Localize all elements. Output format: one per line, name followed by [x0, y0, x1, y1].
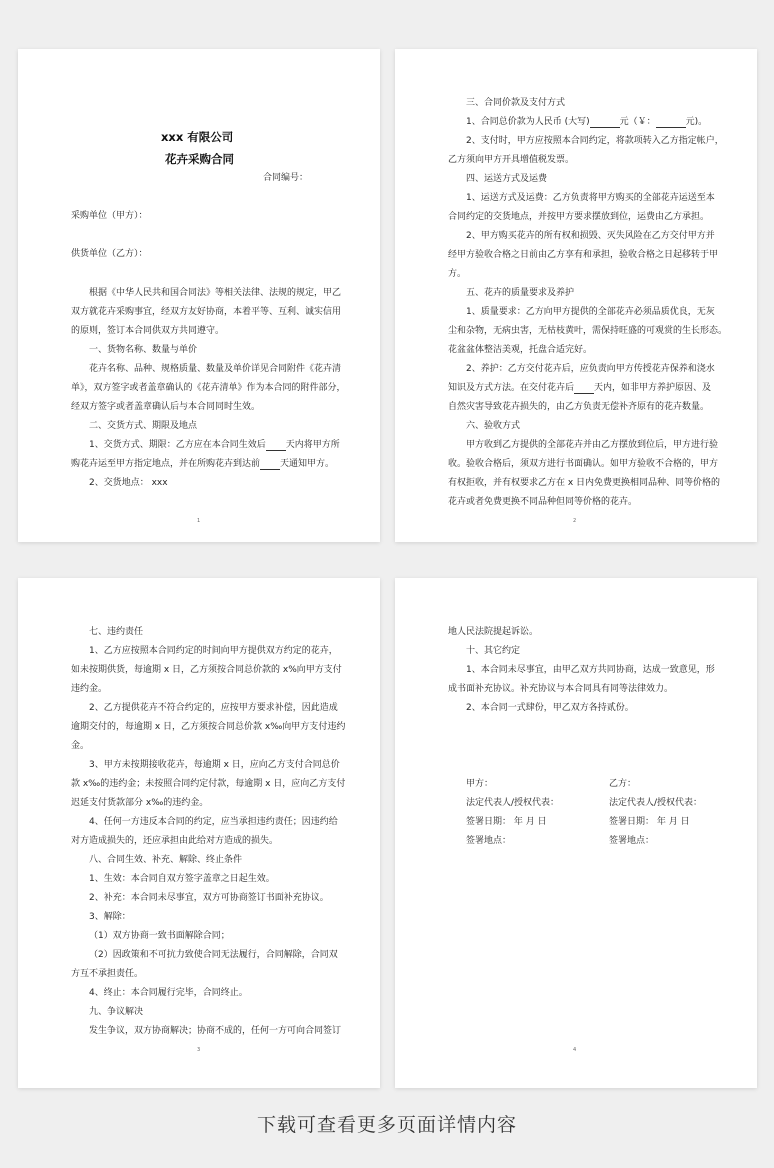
document-page-4 — [395, 578, 757, 1088]
body-line: 乙方须向甲方开具增值税发票。 — [448, 155, 575, 165]
contract-title: 花卉采购合同 — [165, 152, 234, 166]
body-line: 2、交货地点： xxx — [89, 478, 168, 488]
body-line: 经甲方验收合格之日前由乙方享有和承担，验收合格之日起移转于甲 — [448, 250, 719, 260]
body-line: 花卉名称、品种、规格质量、数量及单价详见合同附件《花卉清 — [89, 364, 342, 374]
body-line: 经双方签字或者盖章确认后与本合同同时生效。 — [71, 402, 261, 412]
document-page-2 — [395, 49, 757, 542]
party-a-label: 甲方： — [466, 779, 494, 789]
body-line: 逾期交付的，每逾期 x 日，乙方须按合同总价款 x‰向甲方支付违约 — [71, 722, 346, 732]
page-number: 2 — [573, 518, 577, 524]
body-line: 1、质量要求：乙方向甲方提供的全部花卉必须品质优良，无灰 — [466, 307, 715, 317]
body-line: 2、补充：本合同未尽事宜，双方可协商签订书面补充协议。 — [89, 893, 329, 903]
page-number: 1 — [197, 518, 201, 524]
body-line: 2、本合同一式肆份，甲乙双方各持贰份。 — [466, 703, 634, 713]
intro-line: 双方就花卉采购事宜，经双方友好协商，本着平等、互利、诚实信用 — [71, 307, 342, 317]
intro-line: 的原则，签订本合同供双方共同遵守。 — [71, 326, 225, 336]
body-line: 2、养护：乙方交付花卉后，应负责向甲方传授花卉保养和浇水 — [466, 364, 715, 374]
company-name: xxx 有限公司 — [161, 130, 234, 144]
body-line: 2、乙方提供花卉不符合约定的，应按甲方要求补偿，因此造成 — [89, 703, 338, 713]
body-line: 4、终止：本合同履行完毕，合同终止。 — [89, 988, 248, 998]
body-line: 方互不承担责任。 — [71, 969, 144, 979]
body-line: 1、运送方式及运费：乙方负责将甲方购买的全部花卉运送至本 — [466, 193, 715, 203]
supplier-label: 供货单位（乙方）： — [71, 249, 148, 259]
buyer-label: 采购单位（甲方）： — [71, 211, 148, 221]
page-number: 4 — [573, 1047, 577, 1053]
body-line: 3、解除： — [89, 912, 131, 922]
body-line: 收。验收合格后，须双方进行书面确认。如甲方验收不合格的，甲方 — [448, 459, 719, 469]
section-heading: 一、货物名称、数量与单价 — [89, 345, 198, 355]
body-line: 2、支付时，甲方应按照本合同约定，将款项转入乙方指定帐户， — [466, 136, 724, 146]
page-number: 3 — [197, 1047, 201, 1053]
body-line: 款 x‰的违约金；未按照合同约定付款，每逾期 x 日，应向乙方支付 — [71, 779, 346, 789]
intro-line: 根据《中华人民共和国合同法》等相关法律、法规的规定，甲乙 — [89, 288, 342, 298]
section-heading: 八、合同生效、补充、解除、终止条件 — [89, 855, 243, 865]
body-line: 花盆盆体整洁美观，托盘合适完好。 — [448, 345, 593, 355]
body-line: 2、甲方购买花卉的所有权和损毁、灭失风险在乙方交付甲方并 — [466, 231, 715, 241]
section-heading: 六、验收方式 — [466, 421, 521, 431]
body-line: 违约金。 — [71, 684, 108, 694]
body-line: （1）双方协商一致书面解除合同； — [89, 931, 230, 941]
body-line: 成书面补充协议。补充协议与本合同具有同等法律效力。 — [448, 684, 674, 694]
body-line: 地人民法院提起诉讼。 — [448, 627, 539, 637]
body-line: 对方造成损失的，还应承担由此给对方造成的损失。 — [71, 836, 279, 846]
party-b-representative: 法定代表人/授权代表： — [609, 798, 703, 808]
body-line: 合同约定的交货地点，并按甲方要求摆放到位，运费由乙方承担。 — [448, 212, 710, 222]
document-page-3 — [18, 578, 380, 1088]
section-heading: 九、争议解决 — [89, 1007, 144, 1017]
party-b-sign-date: 签署日期： 年 月 日 — [609, 817, 690, 827]
body-line: （2）因政策和不可抗力致使合同无法履行，合同解除，合同双 — [89, 950, 338, 960]
body-line: 1、生效：本合同自双方签字盖章之日起生效。 — [89, 874, 275, 884]
section-heading: 十、其它约定 — [466, 646, 521, 656]
body-line: 自然灾害导致花卉损失的，由乙方负责无偿补齐原有的花卉数量。 — [448, 402, 710, 412]
body-line: 4、任何一方违反本合同的约定，应当承担违约责任；因违约给 — [89, 817, 338, 827]
party-b-label: 乙方： — [609, 779, 637, 789]
body-line: 如未按期供货，每逾期 x 日，乙方须按合同总价款的 x%向甲方支付 — [71, 665, 342, 675]
body-line: 有权拒收，并有权要求乙方在 x 日内免费更换相同品种、同等价格的 — [448, 478, 721, 488]
body-line: 方。 — [448, 269, 467, 279]
section-heading: 二、交货方式、期限及地点 — [89, 421, 198, 431]
body-line: 购花卉运至甲方指定地点，并在所购花卉到达前 天通知甲方。 — [71, 459, 335, 469]
party-a-representative: 法定代表人/授权代表： — [466, 798, 560, 808]
body-line: 3、甲方未按期接收花卉，每逾期 x 日，应向乙方支付合同总价 — [89, 760, 340, 770]
body-line: 花卉或者免费更换不同品种但同等价格的花卉。 — [448, 497, 638, 507]
body-line: 1、合同总价款为人民币 (大写) 元（￥： 元)。 — [466, 117, 708, 127]
party-a-sign-place: 签署地点： — [466, 836, 512, 846]
section-heading: 七、违约责任 — [89, 627, 144, 637]
section-heading: 四、运送方式及运费 — [466, 174, 548, 184]
body-line: 1、交货方式、期限：乙方应在本合同生效后 天内将甲方所 — [89, 440, 340, 450]
body-line: 尘和杂物，无病虫害，无枯枝黄叶，需保持旺盛的可观赏的生长形态。 — [448, 326, 728, 336]
body-line: 发生争议，双方协商解决；协商不成的，任何一方可向合同签订 — [89, 1026, 342, 1036]
body-line: 1、本合同未尽事宜，由甲乙双方共同协商，达成一致意见，形 — [466, 665, 715, 675]
body-line: 单》，双方签字或者盖章确认的《花卉清单》作为本合同的附件部分， — [71, 383, 346, 393]
document-page-1 — [18, 49, 380, 542]
party-b-sign-place: 签署地点： — [609, 836, 655, 846]
party-a-sign-date: 签署日期： 年 月 日 — [466, 817, 547, 827]
body-line: 知识及方式方法。在交付花卉后 天内，如非甲方养护原因、及 — [448, 383, 712, 393]
section-heading: 三、合同价款及支付方式 — [466, 98, 566, 108]
contract-number-label: 合同编号： — [263, 173, 309, 183]
body-line: 迟延支付货款部分 x‰的违约金。 — [71, 798, 209, 808]
section-heading: 五、花卉的质量要求及养护 — [466, 288, 575, 298]
body-line: 1、乙方应按照本合同约定的时间向甲方提供双方约定的花卉， — [89, 646, 338, 656]
body-line: 金。 — [71, 741, 90, 751]
body-line: 甲方收到乙方提供的全部花卉并由乙方摆放到位后，甲方进行验 — [466, 440, 719, 450]
download-more-banner: 下载可查看更多页面详情内容 — [256, 1114, 517, 1136]
